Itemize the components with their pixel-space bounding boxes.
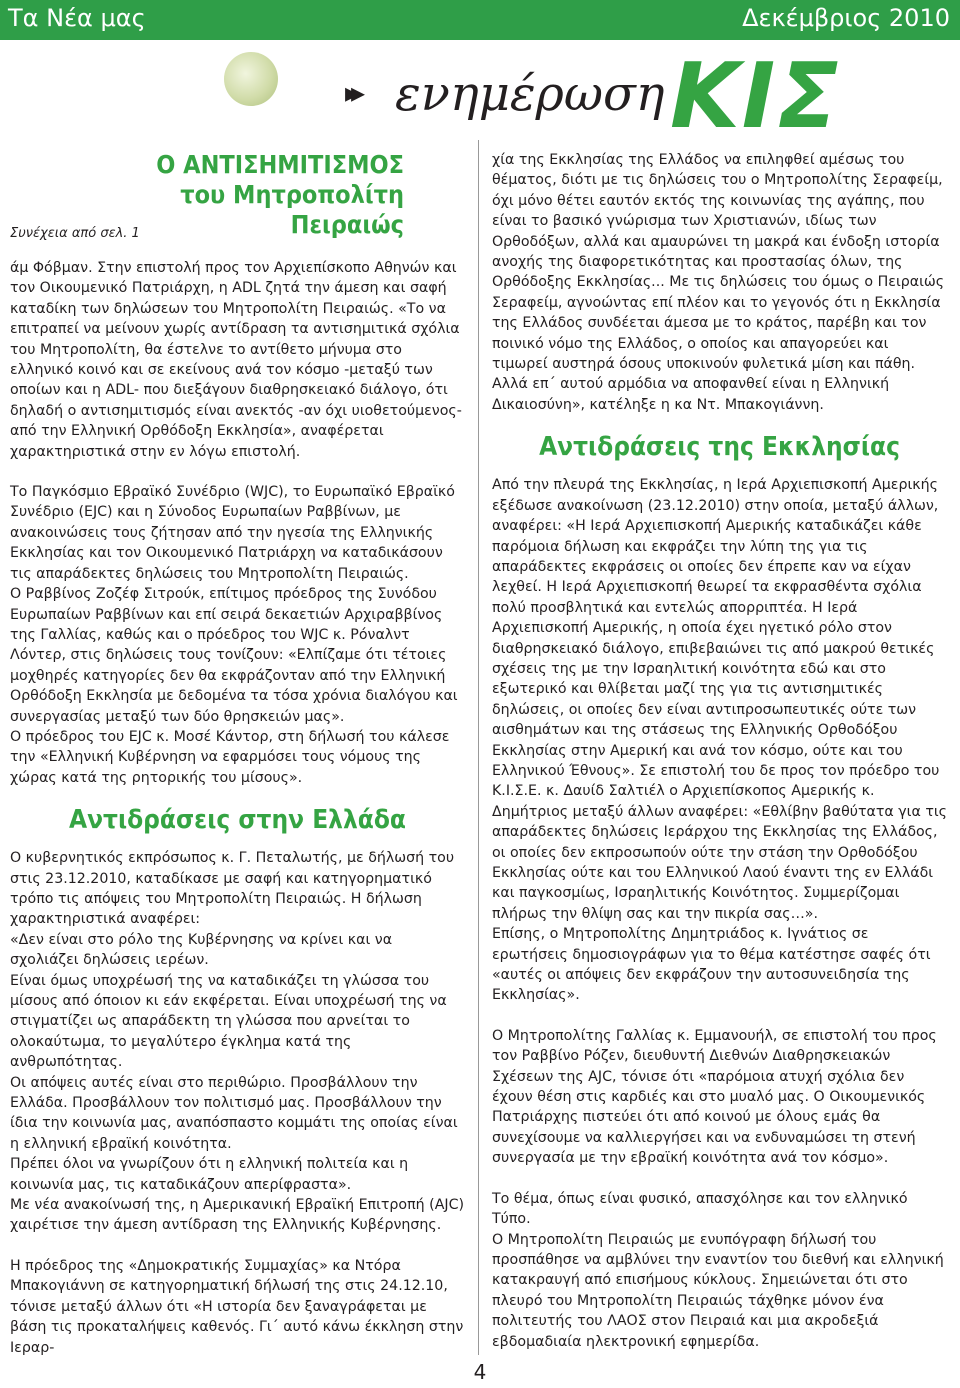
paragraph: άμ Φόβμαν. Στην επιστολή προς τον Αρχιεπίσκοπο Αθηνών και τον Οικουμενικό Πατριάρχη, η ADL ζητά την άμεση και σαφή καταδίκη των δηλώσεων του Μητροπολίτη Πειραιώς. «Το να επιτραπεί να μείνουν χωρίς αντίδραση τα αντισημιτικά σχόλια του Μητροπολίτη, θα έστελνε το αντίθετο μήνυμα στο ελληνικό κοινό και σε εκείνους ανά τον κόσμο -μεταξύ των οποίων και η ADL- που διεξάγουν διαθρησκειακό διάλογο, ότι δηλαδή ο αντισημιτισμός είναι ανεκτός -αν όχι υιοθετούμενος- από την Ελληνική Ορθόδοξη Εκκλησία», αναφέρεται χαρακτηριστικά στην εν λόγω επιστολή.: [10, 260, 462, 460]
page-number: 4: [473, 1360, 487, 1384]
paragraph: Με νέα ανακοίνωσή της, η Αμερικανική Εβραϊκή Επιτροπή (AJC) χαιρέτισε την άμεση αντίδραση της Ελληνικής Κυβέρνησης.: [10, 1197, 465, 1234]
continued-note: Συνέχεια από σελ. 1: [10, 226, 140, 241]
kis-logo: ΚΙΣ: [670, 44, 841, 149]
paragraph: Ο πρόεδρος του EJC κ. Μοσέ Κάντορ, στη δήλωσή του κάλεσε την «Ελληνική Κυβέρνηση να εφαρμόσει τους νόμους της χώρας κατά της ρητορικής του μίσους».: [10, 728, 450, 786]
paragraph: Το Παγκόσμιο Εβραϊκό Συνέδριο (WJC), το Ευρωπαϊκό Εβραϊκό Συνέδριο (EJC) και η Σύνοδος Ευρωπαίων Ραββίνων, με ανακοινώσεις τους ζήτησαν από την ηγεσία της Ελληνικής Εκκλησίας και τον Οικουμενικό Πατριάρχη να καταδικάσουν τις απαράδεκτες δηλώσεις του Μητροπολίτη Πειραιώς.: [10, 484, 455, 582]
newsletter-title: Τα Νέα μας: [8, 4, 146, 32]
subheading-church: Αντιδράσεις της Εκκλησίας: [539, 432, 900, 463]
double-arrow-icon: ▸▸: [345, 76, 358, 109]
subheading-greece: Αντιδράσεις στην Ελλάδα: [68, 805, 406, 836]
paragraph: Οι απόψεις αυτές είναι στο περιθώριο. Προσβάλλουν την Ελλάδα. Προσβάλλουν τον πολιτισμό μας. Προσβάλλουν την ίδια την κοινωνία μας, αναπόσπαστο κομμάτι της οποίας είναι η ελληνική εβραϊκή κοινότητα.: [10, 1074, 458, 1152]
paragraph: Ο κυβερνητικός εκπρόσωπος κ. Γ. Πεταλωτής, με δήλωσή του στις 23.12.2010, καταδίκασε με σαφή και κατηγορηματικό τρόπο τις απόψεις του Μητροπολίτη Πειραιώς. Η δήλωση χαρακτηριστικά αναφέρει:: [10, 850, 455, 928]
left-column: [10, 258, 465, 1358]
paragraph: Το θέμα, όπως είναι φυσικό, απασχόλησε και τον ελληνικό Τύπο.: [492, 1190, 908, 1228]
paragraph: Είναι όμως υποχρέωσή της να καταδικάζει τη γλώσσα του μίσους από όποιον κι εάν εκφέρεται. Είναι υποχρέωσή της να στιγματίζει ως απαράδεκτη τη γλώσσα που αρνείται το ολοκαύτωμα, το μεγαλύτερο έγκλημα κατά της ανθρωπότητας.: [10, 972, 447, 1071]
column-divider: [478, 140, 479, 1355]
paragraph: χία της Εκκλησίας της Ελλάδος να επιληφθεί αμέσως του θέματος, διότι με τις δηλώσεις του ο Μητροπολίτης Σεραφείμ, όχι μόνο θέτει εαυτόν εκτός της κοινωνίας της αγάπης, που είναι το βασικό γνώρισμα των Χριστιανών, ιδίως των Ορθοδόξων, αλλά και αμαυρώνει τη μακρά και ένδοξη ιστορία ανοχής της διαφορετικότητας και προστασίας όλων, της Ορθόδοξης Εκκλησίας... Με τις δηλώσεις του όμως ο Πειραιώς Σεραφείμ, αγνοώντας επί πλέον και το γεγονός ότι η Εκκλησία της Ελλάδος συνδέεται άμεσα με το κράτος, παρέβη και τον ποινικό νόμο της Ελλάδος, ο οποίος και απαγορεύει και τιμωρεί αυστηρά όσους υποκινούν φυλετικά μίση και πάθη. Αλλά επ΄ αυτού αρμόδια να αποφανθεί είναι η Ελληνική Δικαιοσύνη», κατέληξε η κα Ντ. Μπακογιάννη.: [492, 152, 945, 413]
paragraph: Ο Ραββίνος Ζοζέφ Σιτρούκ, επίτιμος πρόεδρος της Συνόδου Ευρωπαίων Ραββίνων και επί σειρά δεκαετιών Αρχιραββίνος της Γαλλίας, καθώς και ο πρόεδρος του WJC κ. Ρόναλντ Λόντερ, στις δηλώσεις τους τονίζουν: «Ελπίζαμε ότι τέτοιες μοχθηρές κατηγορίες δεν θα εκφράζονταν από την Ελληνική Ορθόδοξη Εκκλησία με δεδομένα τα τόσα χρόνια διαλόγου και συνεργασίας μεταξύ των δύο θρησκειών μας».: [10, 586, 458, 725]
header-bar: [0, 0, 960, 40]
paragraph: Πρέπει όλοι να γνωρίζουν ότι η ελληνική πολιτεία και η κοινωνία μας, τις καταδικάζουν απερίφραστα».: [10, 1156, 409, 1193]
paragraph: Ο Μητροπολίτη Πειραιώς με ενυπόγραφη δήλωσή του προσπάθησε να αμβλύνει την εναντίον του διεθνή και ελληνική κατακραυγή από επισήμους κύκλους. Σημειώνεται ότι στο πλευρό του Μητροπολίτη Πειραιώς τάχθηκε μόνον ένα πολιτευτής του ΛΑΟΣ στον Πειραιά και μια ακροδεξιά εβδομαδιαία ηλεκτρονική εφημερίδα.: [492, 1231, 944, 1350]
section-name: ενημέρωση: [395, 66, 665, 122]
article-title-line2: του Μητροπολίτη Πειραιώς: [180, 180, 404, 239]
paragraph: «Δεν είναι στο ρόλο της Κυβέρνησης να κρίνει και να σχολιάζει δηλώσεις ιερέων.: [10, 931, 393, 969]
paragraph: Ο Μητροπολίτης Γαλλίας κ. Εμμανουήλ, σε επιστολή του προς τον Ραββίνο Ρόζεν, διευθυντή Διεθνών Διαθρησκειακών Σχέσεων της AJC, τόνισε ότι «παρόμοια ατυχή σχόλια δεν έχουν θέση στις καρδιές και στο μυαλό μας. Ο Οικουμενικός Πατριάρχης πιστεύει ότι από κοινού με όλους εμάς θα συνεχίσουμε να καλλιεργήσει και να ενδυναμώσει τη στενή συνεργασία με την εβραϊκή κοινότητα ανά τον κόσμο».: [492, 1027, 937, 1167]
paragraph: Επίσης, ο Μητροπολίτης Δημητριάδος κ. Ιγνάτιος σε ερωτήσεις δημοσιογράφων για το θέμα κατέστησε σαφές ότι «αυτές οι απόψεις δεν εκφράζουν την αυτοσυνειδησία της Εκκλησίας».: [492, 926, 931, 1004]
globe-emblem-icon: [224, 52, 278, 106]
paragraph: Από την πλευρά της Εκκλησίας, η Ιερά Αρχιεπισκοπή Αμερικής εξέδωσε ανακοίνωση (23.12.2010) στην οποία, μεταξύ άλλων, αναφέρει: «Η Ιερά Αρχιεπισκοπή Αμερικής καταδικάζει κάθε παρόμοια δήλωση και εκφράζει την λύπη της για τις απαράδεκτες εκφράσεις οι οποίες δεν έπρεπε καν να είχαν λεχθεί. Η Ιερά Αρχιεπισκοπή θεωρεί τα εκφρασθέντα σχόλια πολύ προσβλητικά και εντελώς απορριπτέα. Η Ιερά Αρχιεπισκοπή Αμερικής, η οποία έχει ηγετικό ρόλο στον διαθρησκειακό διάλογο, επιβεβαιώνει τις από μακρού θετικές σχέσεις της με την Ισραηλιτική κοινότητα εδώ και στο εξωτερικό και θλίβεται μαζί της για τις αντισημιτικές δηλώσεις, οι οποίες δεν είναι αντιπροσωπευτικές ούτε των αισθημάτων και της στάσεως της Ελληνικής Ορθοδόξου Εκκλησίας στην Αμερική και ανά τον κόσμο, ούτε και του Ελληνικού Έθνους». Σε επιστολή του δε προς τον πρόεδρο του Κ.Ι.Σ.Ε. κ. Δαυίδ Σαλτιέλ ο Αρχιεπίσκοπος Αμερικής κ. Δημήτριος μεταξύ άλλων αναφέρει: «Εθλίβην βαθύτατα για τις απαράδεκτες δηλώσεις Ιεράρχου της Εκκλησίας της Ελλάδος, οι οποίες δεν εκπροσωπούν ούτε την στάση την Ορθοδόξου Εκκλησίας ούτε και του Ελληνικού Λαού έναντι της εν Ελλάδι και παγκοσμίως, Ισραηλιτικής Κοινότητος. Συμμερίζομαι πλήρως την θλίψη σας και την πικρία σας…».: [492, 477, 948, 922]
right-column: [492, 150, 947, 1352]
article-title-line1: Ο ΑΝΤΙΣΗΜΙΤΙΣΜΟΣ: [156, 150, 404, 179]
issue-date: Δεκέμβριος 2010: [742, 4, 950, 32]
paragraph: Η πρόεδρος της «Δημοκρατικής Συμμαχίας» κα Ντόρα Μπακογιάννη σε κατηγορηματική δήλωσή της στις 24.12.10, τόνισε μεταξύ άλλων ότι «Η ιστορία δεν ξαναγράφεται με βάση τις προκαταλήψεις καθενός. Γι΄ αυτό κάνω έκκληση στην Ιεραρ-: [10, 1257, 464, 1356]
